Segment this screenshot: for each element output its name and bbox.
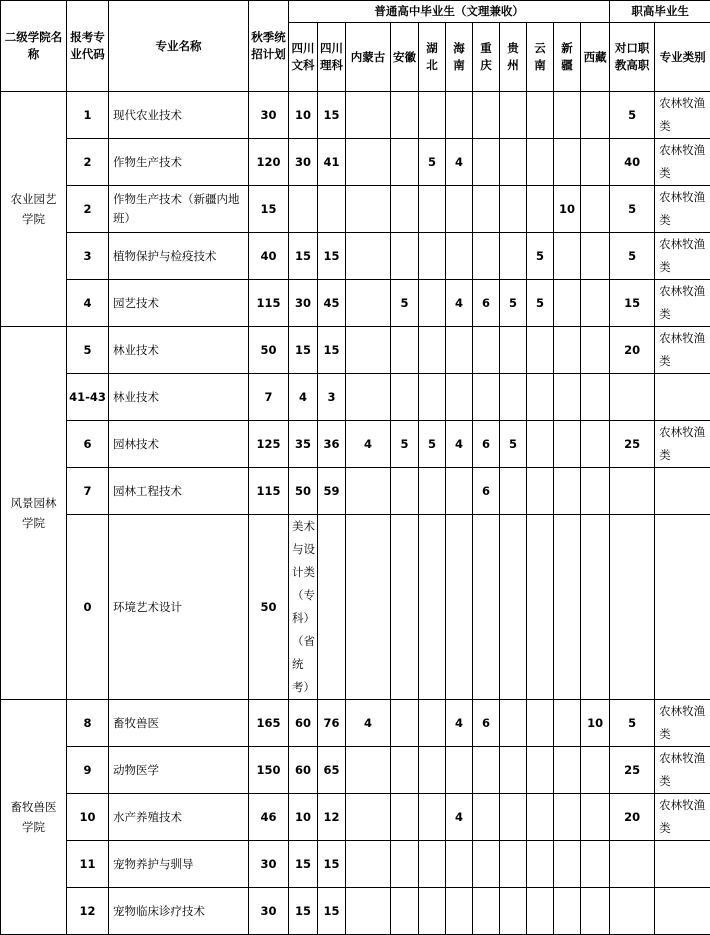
header-province: 湖北 [419,23,446,92]
quota-cell [581,794,610,841]
quota-cell [473,841,500,888]
quota-cell: 10 [581,700,610,747]
quota-cell [391,233,419,280]
header-province: 安徽 [391,23,419,92]
quota-cell: 4 [346,421,391,468]
plan-total: 30 [249,841,289,888]
quota-cell [527,327,554,374]
quota-cell [473,186,500,233]
vocational-quota: 25 [610,747,655,794]
quota-cell [500,374,527,421]
quota-cell [346,233,391,280]
quota-cell [581,421,610,468]
major-code: 12 [67,888,109,935]
major-category: 农林牧渔类 [655,794,710,841]
table-row [1,327,710,374]
quota-cell [554,233,581,280]
quota-cell [581,468,610,515]
quota-cell: 15 [289,233,318,280]
quota-cell [318,515,346,700]
plan-total: 15 [249,186,289,233]
quota-cell [581,841,610,888]
quota-cell [581,374,610,421]
major-category [655,888,710,935]
plan-total: 50 [249,515,289,700]
plan-total: 115 [249,468,289,515]
vocational-quota [610,888,655,935]
quota-cell [554,888,581,935]
table-row [1,794,710,841]
table-row [1,468,710,515]
header-province: 新疆 [554,23,581,92]
major-name: 现代农业技术 [109,92,249,139]
major-code: 11 [67,841,109,888]
major-name: 园艺技术 [109,280,249,327]
quota-cell [346,747,391,794]
header-province: 四川文科 [289,23,318,92]
quota-cell [527,700,554,747]
quota-cell [473,515,500,700]
table-row [1,92,710,139]
quota-cell: 50 [289,468,318,515]
quota-cell [391,92,419,139]
quota-cell [554,700,581,747]
table-row [1,747,710,794]
quota-cell [419,841,446,888]
quota-cell [446,747,473,794]
quota-cell [473,794,500,841]
quota-cell [473,327,500,374]
header-major: 专业名称 [109,1,249,92]
table-row [1,700,710,747]
header-category: 专业类别 [655,23,710,92]
quota-cell [527,747,554,794]
plan-total: 165 [249,700,289,747]
quota-cell [446,841,473,888]
quota-cell: 6 [473,421,500,468]
quota-cell [500,888,527,935]
quota-cell [446,888,473,935]
quota-cell [419,468,446,515]
quota-cell: 45 [318,280,346,327]
quota-cell [419,747,446,794]
quota-cell [527,794,554,841]
plan-total: 40 [249,233,289,280]
quota-cell [446,92,473,139]
quota-cell: 59 [318,468,346,515]
quota-cell [554,139,581,186]
quota-cell [500,468,527,515]
quota-cell: 5 [391,421,419,468]
quota-cell [419,280,446,327]
major-name: 园林工程技术 [109,468,249,515]
quota-cell [527,888,554,935]
major-code: 9 [67,747,109,794]
vocational-quota: 5 [610,700,655,747]
vocational-quota: 40 [610,139,655,186]
quota-cell: 15 [289,327,318,374]
major-code: 2 [67,186,109,233]
quota-cell [391,186,419,233]
plan-total: 7 [249,374,289,421]
quota-cell [391,794,419,841]
major-code: 0 [67,515,109,700]
quota-cell: 12 [318,794,346,841]
plan-total: 150 [249,747,289,794]
major-name: 动物医学 [109,747,249,794]
quota-cell [473,139,500,186]
table-row [1,841,710,888]
quota-cell: 5 [391,280,419,327]
quota-cell: 5 [419,139,446,186]
quota-cell [527,186,554,233]
quota-cell [581,747,610,794]
table-row [1,421,710,468]
quota-cell: 4 [346,700,391,747]
quota-cell [346,327,391,374]
quota-cell: 10 [554,186,581,233]
quota-cell [527,515,554,700]
quota-cell: 5 [527,280,554,327]
quota-cell [527,374,554,421]
quota-cell [446,233,473,280]
major-category [655,468,710,515]
major-code: 3 [67,233,109,280]
quota-cell [581,888,610,935]
header-province: 海南 [446,23,473,92]
quota-cell: 3 [318,374,346,421]
major-category: 农林牧渔类 [655,327,710,374]
quota-cell [527,139,554,186]
vocational-quota [610,374,655,421]
quota-cell [391,515,419,700]
quota-cell: 15 [318,92,346,139]
major-name: 宠物临床诊疗技术 [109,888,249,935]
table-row [1,233,710,280]
quota-cell [527,841,554,888]
quota-cell [500,841,527,888]
quota-cell: 6 [473,280,500,327]
quota-cell [554,327,581,374]
college-name: 风景园林学院 [1,327,67,700]
quota-cell: 4 [446,280,473,327]
plan-total: 50 [249,327,289,374]
header-general-group: 普通高中毕业生（文理兼收） [289,1,610,23]
vocational-quota: 20 [610,327,655,374]
quota-cell [581,280,610,327]
quota-cell [554,280,581,327]
vocational-quota [610,468,655,515]
major-code: 41-43 [67,374,109,421]
quota-cell: 15 [318,841,346,888]
quota-cell [391,747,419,794]
quota-cell [500,92,527,139]
major-category [655,515,710,700]
quota-cell [581,233,610,280]
quota-cell [346,841,391,888]
quota-cell [346,468,391,515]
quota-cell [419,374,446,421]
major-name: 园林技术 [109,421,249,468]
quota-cell [391,374,419,421]
quota-cell: 6 [473,700,500,747]
quota-cell [500,139,527,186]
quota-cell [554,468,581,515]
quota-cell: 6 [473,468,500,515]
major-code: 5 [67,327,109,374]
major-code: 6 [67,421,109,468]
quota-cell: 4 [446,794,473,841]
major-code: 1 [67,92,109,139]
major-category [655,841,710,888]
quota-cell [446,515,473,700]
quota-cell [346,515,391,700]
quota-cell [581,515,610,700]
quota-cell [346,280,391,327]
quota-cell [346,186,391,233]
header-province: 云南 [527,23,554,92]
quota-cell [391,700,419,747]
header-plan: 秋季统招计划 [249,1,289,92]
vocational-quota: 25 [610,421,655,468]
quota-cell: 41 [318,139,346,186]
table-row [1,186,710,233]
quota-cell [500,233,527,280]
quota-cell [391,139,419,186]
header-college: 二级学院名称 [1,1,67,92]
major-category: 农林牧渔类 [655,186,710,233]
quota-cell: 35 [289,421,318,468]
quota-cell: 36 [318,421,346,468]
table-row [1,374,710,421]
major-name: 林业技术 [109,374,249,421]
quota-cell [527,421,554,468]
major-name: 作物生产技术 [109,139,249,186]
quota-cell: 4 [289,374,318,421]
quota-cell [554,794,581,841]
quota-cell: 10 [289,794,318,841]
table-row [1,888,710,935]
college-name: 农业园艺学院 [1,92,67,327]
major-code: 4 [67,280,109,327]
vocational-quota: 15 [610,280,655,327]
major-category: 农林牧渔类 [655,233,710,280]
quota-cell [500,747,527,794]
plan-total: 46 [249,794,289,841]
quota-cell [581,186,610,233]
quota-cell [419,700,446,747]
major-code: 8 [67,700,109,747]
quota-cell [346,374,391,421]
quota-cell: 4 [446,421,473,468]
quota-cell [446,468,473,515]
quota-cell [473,374,500,421]
quota-cell: 5 [527,233,554,280]
plan-total: 30 [249,888,289,935]
major-category: 农林牧渔类 [655,700,710,747]
plan-total: 120 [249,139,289,186]
quota-cell [554,515,581,700]
quota-cell [500,327,527,374]
quota-cell: 15 [289,888,318,935]
major-name: 畜牧兽医 [109,700,249,747]
header-counterpart: 对口职教高职 [610,23,655,92]
quota-cell [500,186,527,233]
quota-cell [419,233,446,280]
major-category: 农林牧渔类 [655,139,710,186]
quota-cell [554,841,581,888]
table-body [1,92,710,935]
plan-total: 30 [249,92,289,139]
quota-cell [391,841,419,888]
quota-cell: 15 [289,841,318,888]
quota-cell [527,468,554,515]
quota-cell [419,794,446,841]
quota-cell: 5 [419,421,446,468]
quota-cell: 5 [500,280,527,327]
quota-cell: 60 [289,747,318,794]
quota-cell [346,888,391,935]
exam-note: 美术与设计类（专科）（省统考） [289,515,318,700]
table-row [1,515,710,700]
major-name: 林业技术 [109,327,249,374]
plan-total: 115 [249,280,289,327]
major-code: 10 [67,794,109,841]
quota-cell: 4 [446,139,473,186]
major-name: 作物生产技术（新疆内地班） [109,186,249,233]
quota-cell [391,888,419,935]
quota-cell [289,186,318,233]
plan-total: 125 [249,421,289,468]
quota-cell: 15 [318,233,346,280]
quota-cell [391,327,419,374]
quota-cell [473,233,500,280]
quota-cell: 65 [318,747,346,794]
quota-cell [419,327,446,374]
quota-cell [473,888,500,935]
quota-cell [318,186,346,233]
major-name: 宠物养护与驯导 [109,841,249,888]
quota-cell [419,515,446,700]
vocational-quota: 20 [610,794,655,841]
header-province: 四川理科 [318,23,346,92]
quota-cell [346,92,391,139]
table-row [1,280,710,327]
quota-cell [446,374,473,421]
header-province: 重庆 [473,23,500,92]
quota-cell [527,92,554,139]
quota-cell: 4 [446,700,473,747]
quota-cell: 15 [318,327,346,374]
quota-cell: 10 [289,92,318,139]
header-province: 西藏 [581,23,610,92]
major-category [655,374,710,421]
vocational-quota [610,841,655,888]
major-name: 环境艺术设计 [109,515,249,700]
quota-cell [500,700,527,747]
quota-cell: 30 [289,139,318,186]
quota-cell [346,794,391,841]
quota-cell [446,186,473,233]
header-vocational-group: 职高毕业生 [610,1,710,23]
quota-cell [554,747,581,794]
quota-cell [346,139,391,186]
major-name: 植物保护与检疫技术 [109,233,249,280]
major-category: 农林牧渔类 [655,280,710,327]
quota-cell: 15 [318,888,346,935]
quota-cell [419,186,446,233]
major-category: 农林牧渔类 [655,92,710,139]
major-name: 水产养殖技术 [109,794,249,841]
major-code: 2 [67,139,109,186]
quota-cell: 5 [500,421,527,468]
quota-cell [500,794,527,841]
vocational-quota: 5 [610,186,655,233]
quota-cell [500,515,527,700]
vocational-quota [610,515,655,700]
college-name: 畜牧兽医学院 [1,700,67,935]
quota-cell [581,139,610,186]
quota-cell [391,468,419,515]
quota-cell: 60 [289,700,318,747]
quota-cell [446,327,473,374]
vocational-quota: 5 [610,233,655,280]
quota-cell [419,92,446,139]
header-row-top [1,1,710,23]
header-code: 报考专业代码 [67,1,109,92]
header-province: 内蒙古 [346,23,391,92]
quota-cell [581,327,610,374]
table-row [1,139,710,186]
vocational-quota: 5 [610,92,655,139]
quota-cell [554,374,581,421]
quota-cell [473,747,500,794]
header-province: 贵州 [500,23,527,92]
quota-cell [419,888,446,935]
quota-cell [554,421,581,468]
quota-cell [554,92,581,139]
major-code: 7 [67,468,109,515]
major-category: 农林牧渔类 [655,747,710,794]
quota-cell: 76 [318,700,346,747]
major-category: 农林牧渔类 [655,421,710,468]
quota-cell [581,92,610,139]
quota-cell: 30 [289,280,318,327]
quota-cell [473,92,500,139]
